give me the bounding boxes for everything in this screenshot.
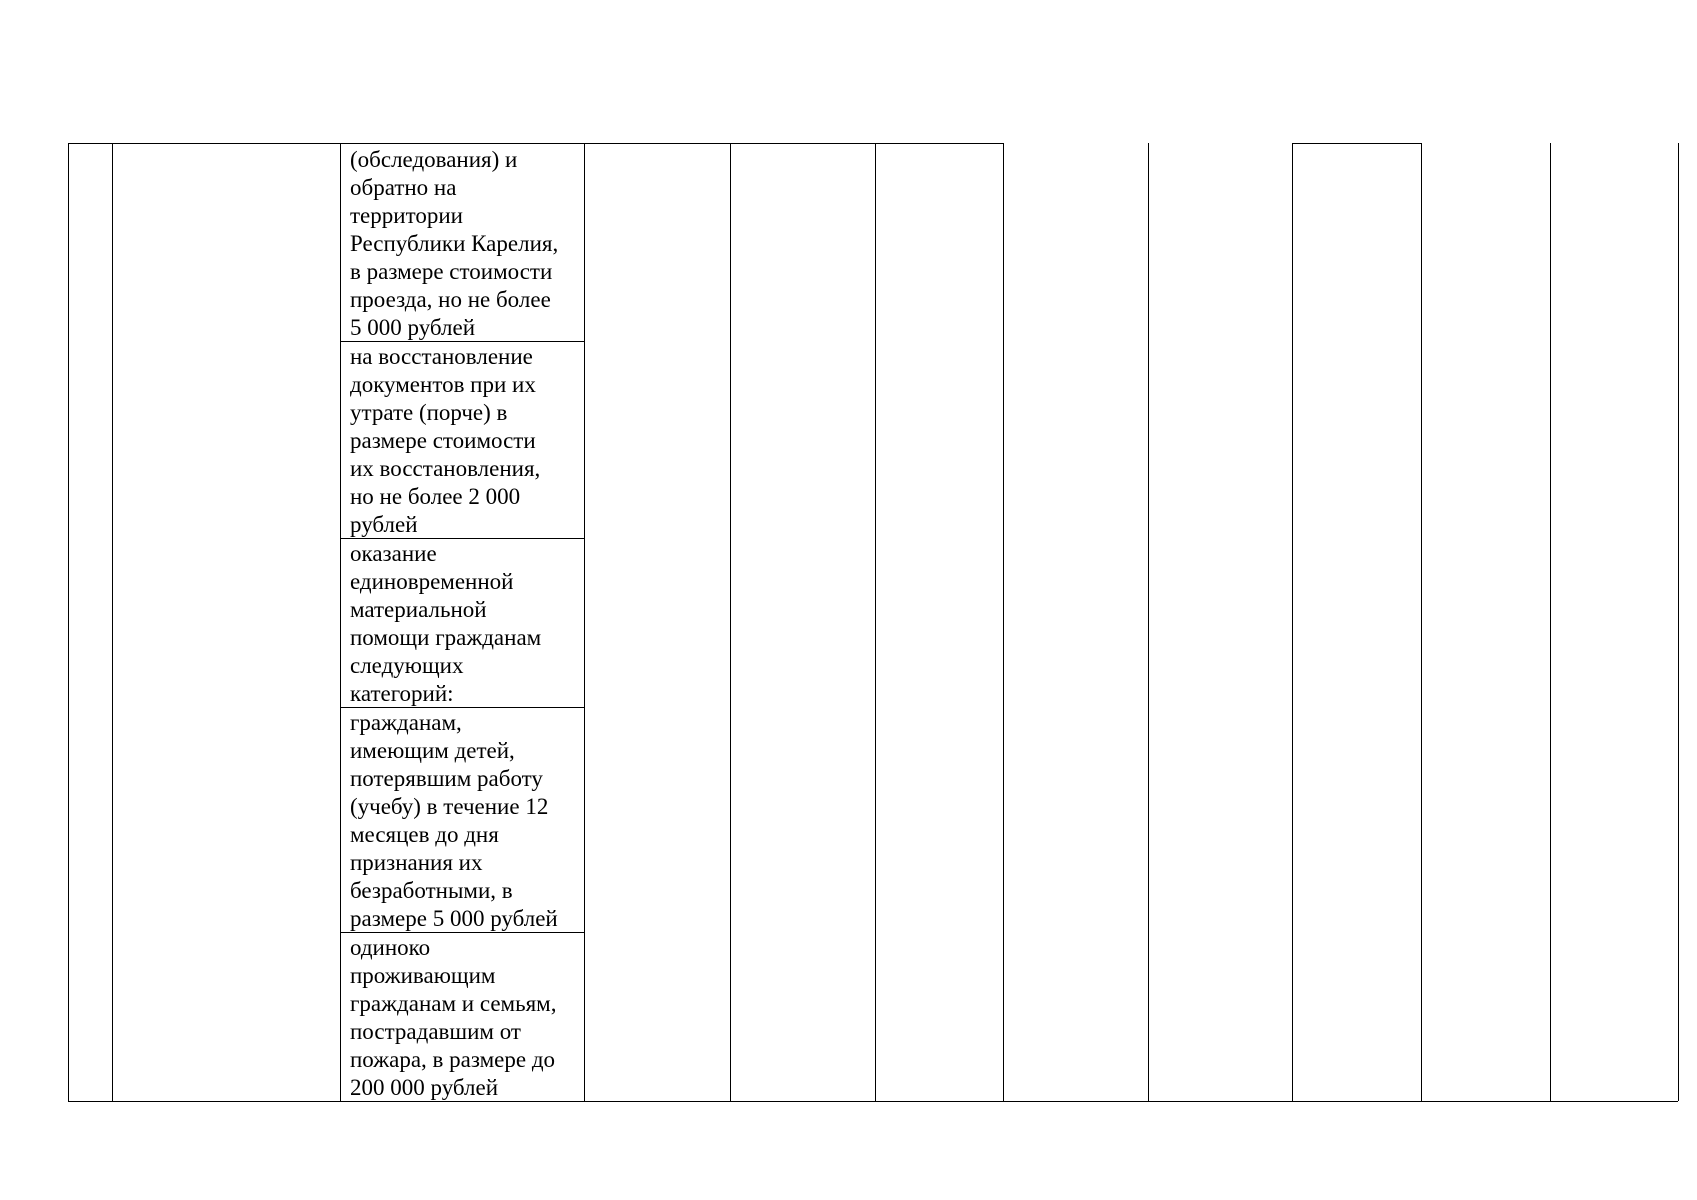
column-line-1 [68, 143, 69, 1101]
table-bottom-border [68, 1101, 1678, 1102]
table-top-border-right [1292, 143, 1421, 144]
column-line-2 [112, 143, 113, 1101]
column-line-12 [1678, 143, 1679, 1101]
column-line-8 [1148, 143, 1149, 1101]
column-line-5 [730, 143, 731, 1101]
column-line-7 [1003, 143, 1004, 1101]
description-cell-material-aid: оказание единовременной материальной помощи гражданам следующих категорий: [350, 541, 542, 706]
column-line-10 [1421, 143, 1422, 1101]
description-cell-travel: (обследования) и обратно на территории Республики Карелия, в размере стоимости проезда, но не более 5 000 рублей [350, 147, 559, 340]
description-cell-fire-victims: одиноко проживающим гражданам и семьям, пострадавшим от пожара, в размере до 200 000 рублей [350, 935, 557, 1100]
column-line-6 [875, 143, 876, 1101]
description-cell-unemployed-with-children: гражданам, имеющим детей, потерявшим работу (учебу) в течение 12 месяцев до дня признания их безработными, в размере 5 000 рублей [350, 710, 558, 931]
table-top-border-left [68, 143, 1003, 144]
benefits-table [68, 143, 1678, 1101]
column-line-3 [340, 143, 341, 1101]
column-line-11 [1550, 143, 1551, 1101]
column-line-9 [1292, 143, 1293, 1101]
description-cell-documents: на восстановление документов при их утрате (порче) в размере стоимости их восстановления, но не более 2 000 рублей [350, 344, 541, 537]
